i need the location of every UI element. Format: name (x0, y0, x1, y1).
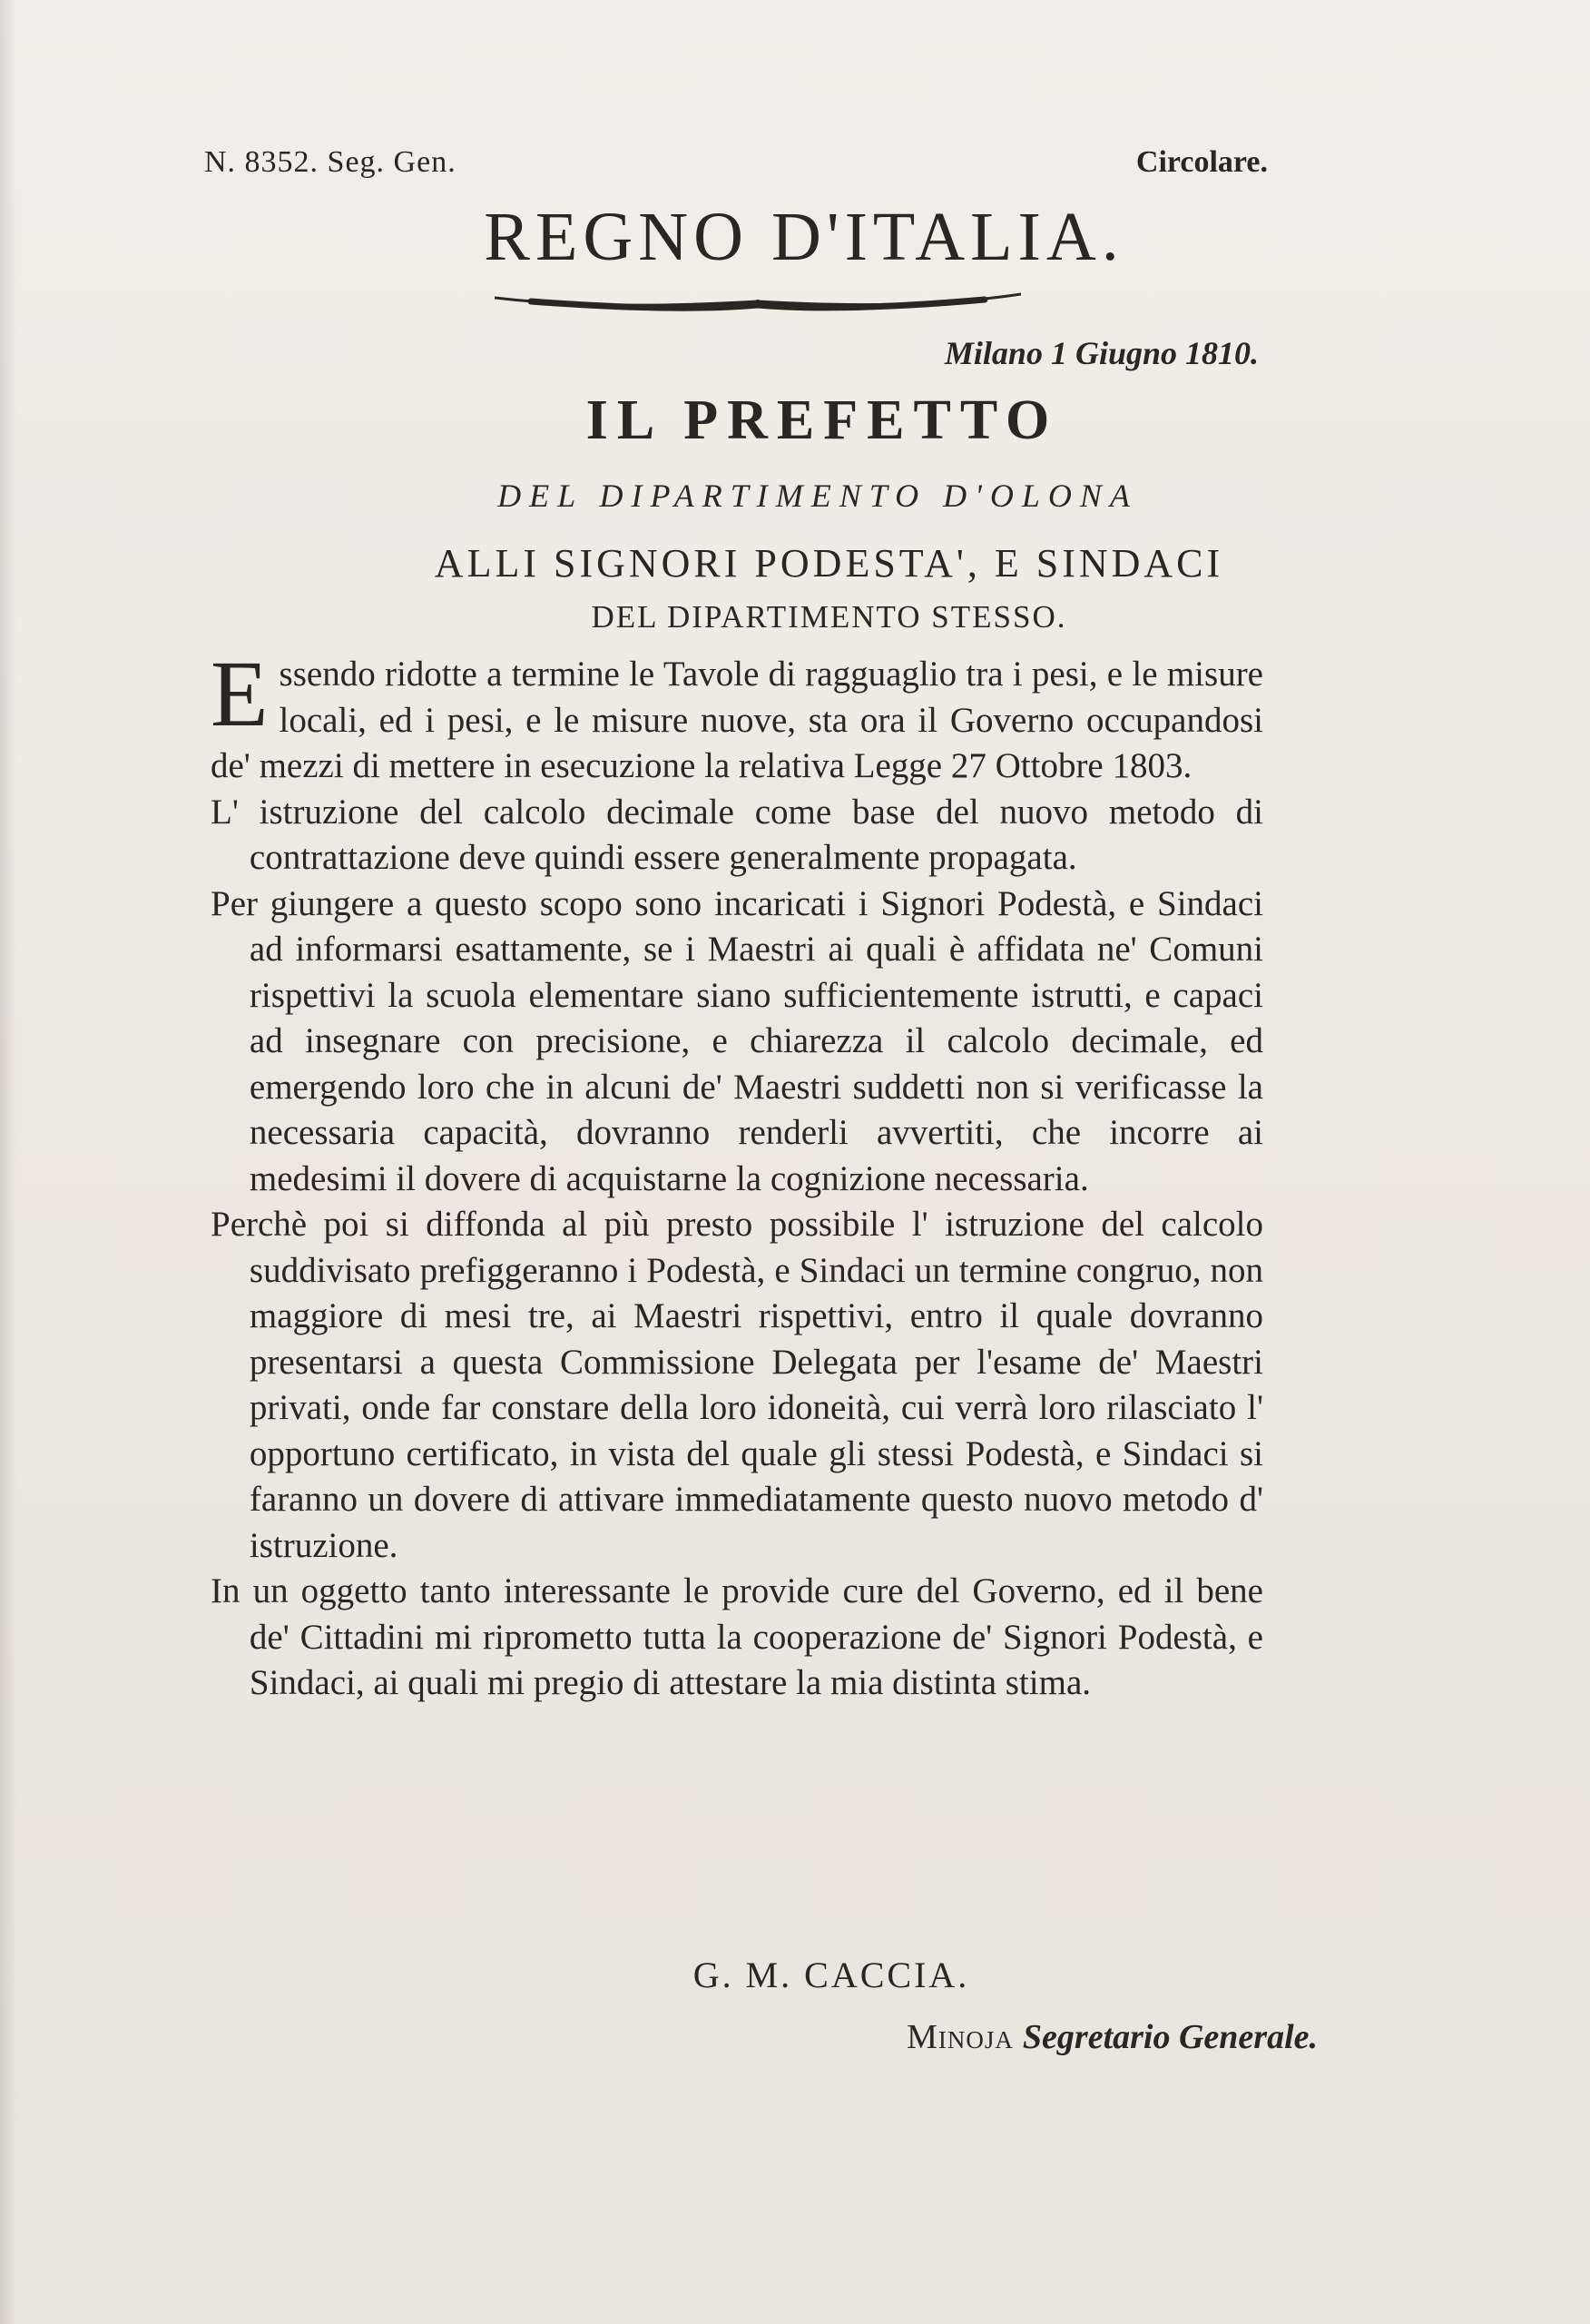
header-row (204, 145, 1268, 200)
paragraph-4: Perchè poi si diffonda al più presto possibile l' istruzione del calcolo suddivisato prefiggeranno i Podestà, e Sindaci un termine congruo, non maggiore di mesi tre, ai Maestri rispettivi, entro il quale dovranno presentarsi a questa Commissione Delegata per l'esame de' Maestri privati, onde far constare della loro idoneità, cui verrà loro rilasciato l' opportuno certificato, in vista del quale gli stessi Podestà, e Sindaci si faranno un dovere di attivare immediatamente questo nuovo metodo d' istruzione. (211, 1205, 1263, 1565)
department-subtitle: DEL DIPARTIMENTO D'OLONA (497, 478, 1138, 514)
drop-cap: E (211, 642, 269, 746)
secretary-signature (907, 2017, 1318, 2057)
issue-date: Milano 1 Giugno 1810. (944, 335, 1259, 371)
paragraph-1 (211, 642, 1263, 790)
prefect-signature: G. M. CACCIA. (692, 1955, 970, 1995)
circular-body (211, 642, 1263, 1707)
kingdom-heading: REGNO D'ITALIA. (484, 199, 1124, 275)
reference-number: N. 8352. Seg. Gen. (204, 145, 456, 179)
circular-label: Circolare. (1135, 145, 1268, 179)
ornamental-rule-icon (495, 289, 1021, 312)
paragraph-2: L' istruzione del calcolo decimale come base del nuovo metodo di contrattazione deve quindi essere generalmente propagata. (211, 792, 1263, 877)
paragraph-3: Per giungere a questo scopo sono incaricati i Signori Podestà, e Sindaci ad informarsi esattamente, se i Maestri ai quali è affidata ne' Comuni rispettivi la scuola elementare siano sufficientemente istrutti, e capaci ad insegnare con precisione, e chiarezza il calcolo decimale, ed emergendo loro che in alcuni de' Maestri suddetti non si verificasse la necessaria capacità, dovranno renderli avvertiti, che incorre ai medesimi il dovere di acquistarne la cognizione necessaria. (211, 883, 1263, 1198)
secretary-name: Minoja (907, 2018, 1014, 2056)
addressees-line-2: DEL DIPARTIMENTO STESSO. (591, 599, 1067, 635)
paragraph-5: In un oggetto tanto interessante le provide cure del Governo, ed il bene de' Cittadini mi riprometto tutta la cooperazione de' Signori Podestà, e Sindaci, ai quali mi pregio di attestare la mia distinta stima. (211, 1571, 1263, 1702)
addressees-line-1: ALLI SIGNORI PODESTA', E SINDACI (434, 541, 1224, 586)
secretary-role: Segretario Generale. (1022, 2018, 1318, 2056)
paragraph-1-text: ssendo ridotte a termine le Tavole di ragguaglio tra i pesi, e le misure locali, ed i pesi, e le misure nuove, sta ora il Governo occupandosi de' mezzi di mettere in esecuzione la relativa Legge 27 Ottobre 1803. (211, 655, 1263, 785)
prefect-title: IL PREFETTO (585, 389, 1059, 451)
